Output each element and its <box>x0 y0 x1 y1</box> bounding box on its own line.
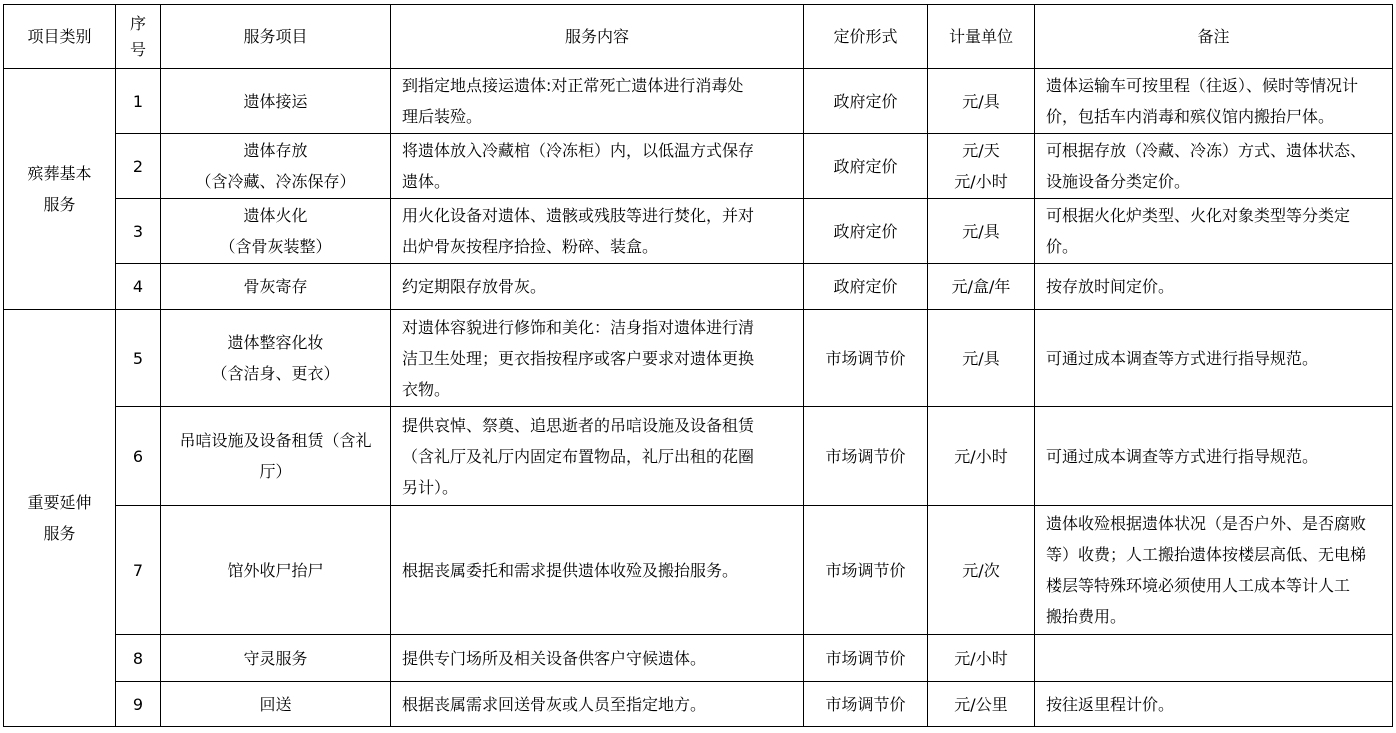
pricing-cell: 政府定价 <box>804 69 928 134</box>
unit-cell <box>928 407 1035 506</box>
item-cell-line: 遗体火化 <box>243 206 308 225</box>
remark-cell-line: 可根据存放（冷藏、冷冻）方式、遗体状态、 <box>1046 141 1367 160</box>
service-pricing-table <box>3 4 1393 727</box>
item-cell <box>161 506 391 635</box>
item-cell-line: 馆外收尸抬尸 <box>227 560 324 580</box>
content-cell <box>391 506 804 635</box>
remark-cell-line: 价，包括车内消毒和殡仪馆内搬抬尸体。 <box>1046 107 1335 126</box>
item-cell-line: 回送 <box>259 694 292 714</box>
header-pricing: 定价形式 <box>804 5 928 69</box>
content-cell-line: 衣物。 <box>402 379 451 399</box>
unit-cell <box>928 69 1035 134</box>
unit-cell <box>928 134 1035 199</box>
content-cell-line: 提供哀悼、祭奠、追思逝者的吊唁设施及设备租赁 <box>402 415 755 435</box>
unit-cell-line: 元/小时 <box>954 172 1008 191</box>
seq-cell: 4 <box>116 264 161 310</box>
item-cell <box>161 682 391 727</box>
remark-cell-line: 遗体收殓根据遗体状况（是否户外、是否腐败 <box>1046 514 1367 533</box>
pricing-cell: 政府定价 <box>804 134 928 199</box>
content-cell-line: 到指定地点接运遗体:对正常死亡遗体进行消毒处 <box>402 76 744 95</box>
content-cell-line: （含礼厅及礼厅内固定布置物品，礼厅出租的花圈 <box>402 446 755 466</box>
unit-cell-line: 元/小时 <box>954 648 1008 668</box>
content-cell-line: 根据丧属需求回送骨灰或人员至指定地方。 <box>402 694 707 714</box>
item-cell-line: （含洁身、更衣） <box>211 364 340 383</box>
content-cell <box>391 682 804 727</box>
unit-cell-line: 元/具 <box>962 91 1000 111</box>
remark-cell-line: 楼层等特殊环境必须使用人工成本等计人工 <box>1046 576 1351 595</box>
item-cell <box>161 264 391 310</box>
seq-cell: 6 <box>116 407 161 506</box>
content-cell <box>391 310 804 407</box>
unit-cell <box>928 264 1035 310</box>
item-cell <box>161 134 391 199</box>
seq-cell: 2 <box>116 134 161 199</box>
remark-cell <box>1035 407 1393 506</box>
content-cell <box>391 134 804 199</box>
table-row <box>4 264 1393 310</box>
header-item: 服务项目 <box>161 5 391 69</box>
remark-cell-line: 等）收费；人工搬抬遗体按楼层高低、无电梯 <box>1046 545 1367 564</box>
item-cell-line: 遗体存放 <box>243 141 308 160</box>
seq-cell: 1 <box>116 69 161 134</box>
unit-cell-line: 元/具 <box>962 348 1000 368</box>
content-cell-line: 对遗体容貌进行修饰和美化：洁身指对遗体进行清 <box>402 317 755 337</box>
table-row <box>4 407 1393 506</box>
item-cell-line: 遗体接运 <box>243 91 308 111</box>
category-cell <box>4 310 116 727</box>
unit-cell <box>928 682 1035 727</box>
content-cell <box>391 407 804 506</box>
header-seq-line: 号 <box>129 39 146 59</box>
remark-cell-line: 按往返里程计价。 <box>1046 694 1175 714</box>
content-cell-line: 另计）。 <box>402 477 459 497</box>
pricing-cell: 市场调节价 <box>804 506 928 635</box>
table-row <box>4 682 1393 727</box>
pricing-cell: 政府定价 <box>804 264 928 310</box>
item-cell <box>161 635 391 682</box>
category-cell <box>4 69 116 310</box>
unit-cell-line: 元/盒/年 <box>951 277 1011 296</box>
item-cell <box>161 310 391 407</box>
header-row <box>4 5 1393 69</box>
category-cell-line: 殡葬基本 <box>27 164 92 183</box>
remark-cell-line: 可通过成本调查等方式进行指导规范。 <box>1046 446 1319 466</box>
remark-cell <box>1035 134 1393 199</box>
pricing-cell: 市场调节价 <box>804 310 928 407</box>
item-cell-line: 吊唁设施及设备租赁（含礼 <box>179 431 372 450</box>
table-row <box>4 134 1393 199</box>
unit-cell <box>928 635 1035 682</box>
seq-cell: 7 <box>116 506 161 635</box>
category-cell-line: 服务 <box>43 524 76 543</box>
unit-cell-line: 元/小时 <box>954 446 1008 466</box>
unit-cell-line: 元/具 <box>962 221 1000 241</box>
unit-cell-line: 元/公里 <box>954 694 1008 714</box>
seq-cell: 8 <box>116 635 161 682</box>
header-seq-line: 序 <box>129 13 146 33</box>
table-row <box>4 506 1393 635</box>
content-cell-line: 用火化设备对遗体、遗骸或残肢等进行焚化，并对 <box>402 206 755 225</box>
table-row <box>4 69 1393 134</box>
category-cell-line: 重要延伸 <box>27 493 92 512</box>
remark-cell <box>1035 635 1393 682</box>
remark-cell-line: 价。 <box>1046 237 1079 256</box>
item-cell-line: 守灵服务 <box>243 648 308 668</box>
remark-cell-line: 可根据火化炉类型、火化对象类型等分类定 <box>1046 206 1351 225</box>
remark-cell-line: 设施设备分类定价。 <box>1046 172 1191 191</box>
header-remark: 备注 <box>1035 5 1393 69</box>
content-cell-line: 洁卫生处理；更衣指按程序或客户要求对遗体更换 <box>402 348 755 368</box>
content-cell-line: 遗体。 <box>402 172 451 191</box>
item-cell-line: 遗体整容化妆 <box>227 333 324 352</box>
content-cell-line: 根据丧属委托和需求提供遗体收殓及搬抬服务。 <box>402 560 739 580</box>
item-cell-line: 骨灰寄存 <box>243 277 308 296</box>
item-cell <box>161 407 391 506</box>
content-cell <box>391 264 804 310</box>
pricing-cell: 市场调节价 <box>804 635 928 682</box>
content-cell-line: 理后装殓。 <box>402 107 483 126</box>
pricing-cell: 政府定价 <box>804 199 928 264</box>
unit-cell <box>928 199 1035 264</box>
content-cell <box>391 69 804 134</box>
item-cell <box>161 199 391 264</box>
content-cell <box>391 199 804 264</box>
item-cell-line: 厅） <box>259 462 292 481</box>
remark-cell <box>1035 199 1393 264</box>
header-seq <box>116 5 161 69</box>
table-row <box>4 635 1393 682</box>
pricing-cell: 市场调节价 <box>804 682 928 727</box>
remark-cell-line: 遗体运输车可按里程（往返）、候时等情况计 <box>1046 76 1359 95</box>
table-row <box>4 310 1393 407</box>
remark-cell <box>1035 264 1393 310</box>
item-cell <box>161 69 391 134</box>
unit-cell <box>928 506 1035 635</box>
content-cell <box>391 635 804 682</box>
unit-cell <box>928 310 1035 407</box>
category-cell-line: 服务 <box>43 195 76 214</box>
header-category: 项目类别 <box>4 5 116 69</box>
item-cell-line: （含骨灰装整） <box>219 237 332 256</box>
table-row <box>4 199 1393 264</box>
remark-cell <box>1035 310 1393 407</box>
seq-cell: 3 <box>116 199 161 264</box>
header-unit: 计量单位 <box>928 5 1035 69</box>
seq-cell: 9 <box>116 682 161 727</box>
unit-cell-line: 元/天 <box>962 141 1000 160</box>
header-content: 服务内容 <box>391 5 804 69</box>
pricing-cell: 市场调节价 <box>804 407 928 506</box>
content-cell-line: 出炉骨灰按程序拾捡、粉碎、装盒。 <box>402 237 659 256</box>
remark-cell <box>1035 682 1393 727</box>
content-cell-line: 约定期限存放骨灰。 <box>402 277 547 296</box>
remark-cell-line: 可通过成本调查等方式进行指导规范。 <box>1046 348 1319 368</box>
content-cell-line: 提供专门场所及相关设备供客户守候遗体。 <box>402 648 707 668</box>
remark-cell <box>1035 506 1393 635</box>
item-cell-line: （含冷藏、冷冻保存） <box>195 172 356 191</box>
unit-cell-line: 元/次 <box>962 560 1000 580</box>
remark-cell-line: 按存放时间定价。 <box>1046 277 1175 296</box>
remark-cell-line: 搬抬费用。 <box>1046 607 1127 626</box>
remark-cell <box>1035 69 1393 134</box>
seq-cell: 5 <box>116 310 161 407</box>
content-cell-line: 将遗体放入冷藏棺（冷冻柜）内，以低温方式保存 <box>402 141 755 160</box>
